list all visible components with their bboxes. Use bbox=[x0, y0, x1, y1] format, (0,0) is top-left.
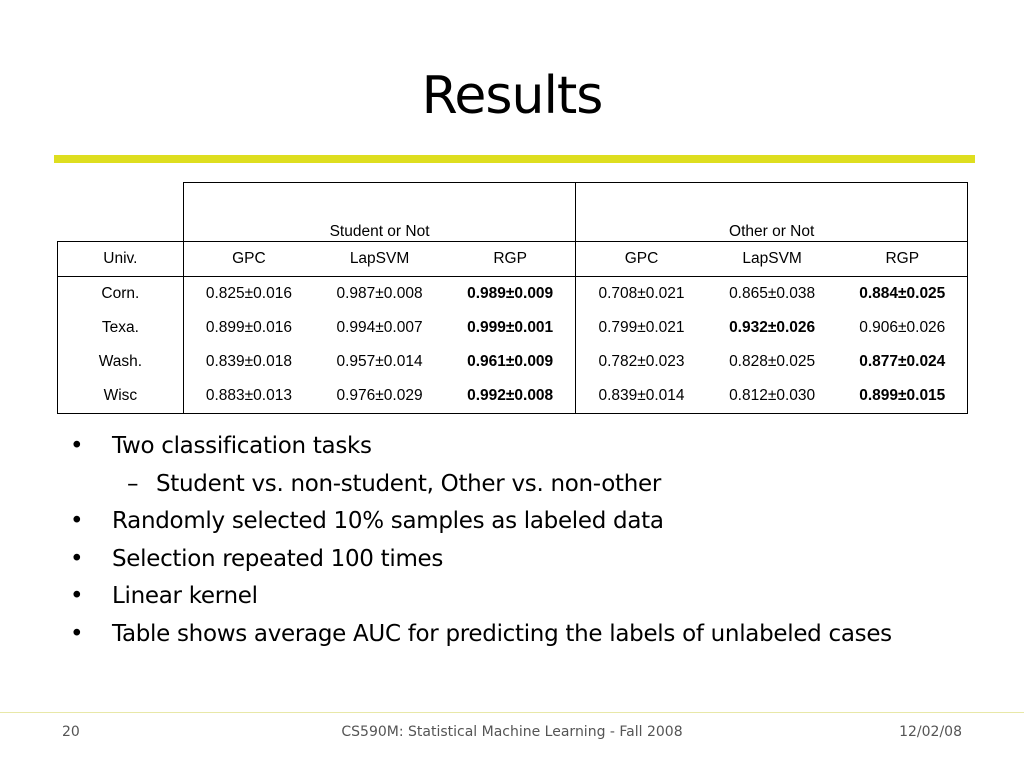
cell-value: 0.883±0.013 bbox=[183, 379, 314, 414]
cell-value: 0.987±0.008 bbox=[336, 285, 423, 302]
cell-value: 0.999±0.001 bbox=[467, 319, 554, 336]
bullet-text: Selection repeated 100 times bbox=[112, 545, 444, 572]
table-row bbox=[58, 311, 968, 345]
cell-value: 0.899±0.015 bbox=[838, 379, 968, 414]
cell-value: 0.957±0.014 bbox=[336, 353, 423, 370]
cell-value: 0.989±0.009 bbox=[467, 285, 554, 302]
footer-divider bbox=[0, 712, 1024, 713]
cell-value: 0.932±0.026 bbox=[729, 319, 816, 336]
cell-univ: Wisc bbox=[58, 379, 184, 414]
column-header-gpc-other: GPC bbox=[576, 242, 707, 277]
slide-title: Results bbox=[421, 66, 603, 126]
table-row bbox=[58, 277, 968, 312]
title-underline bbox=[54, 155, 975, 163]
cell-value: 0.961±0.009 bbox=[467, 353, 554, 370]
cell-value: 0.708±0.021 bbox=[576, 277, 707, 312]
page-number: 20 bbox=[62, 724, 80, 740]
column-header-lapsvm-other: LapSVM bbox=[707, 242, 838, 277]
bullet-list bbox=[70, 428, 1010, 653]
column-header-rgp-student: RGP bbox=[445, 242, 576, 277]
table-header-row bbox=[58, 242, 968, 277]
bullet-marker: • bbox=[70, 545, 84, 572]
cell-value: 0.839±0.018 bbox=[183, 345, 314, 379]
cell-value: 0.899±0.016 bbox=[183, 311, 314, 345]
bullet-marker: • bbox=[70, 620, 84, 647]
bullet-text: Linear kernel bbox=[112, 583, 258, 609]
footer-course: CS590M: Statistical Machine Learning - Fall 2008 bbox=[341, 724, 683, 740]
cell-value: 0.994±0.007 bbox=[336, 319, 423, 336]
cell-univ: Wash. bbox=[58, 345, 184, 379]
bullet-text: Two classification tasks bbox=[112, 433, 372, 459]
group-header-student: Student or Not bbox=[183, 183, 576, 242]
bullet-item bbox=[70, 503, 1010, 541]
bullet-item bbox=[70, 541, 1010, 579]
bullet-item bbox=[70, 428, 1010, 466]
results-table bbox=[57, 182, 968, 414]
cell-value: 0.799±0.021 bbox=[576, 311, 707, 345]
cell-value: 0.865±0.038 bbox=[729, 285, 816, 302]
cell-value: 0.906±0.026 bbox=[838, 311, 968, 345]
cell-value: 0.992±0.008 bbox=[445, 379, 576, 414]
bullet-text: Student vs. non-student, Other vs. non-other bbox=[156, 470, 661, 497]
cell-univ: Texa. bbox=[58, 311, 184, 345]
dash-marker: – bbox=[127, 470, 139, 497]
sub-bullet-item bbox=[70, 466, 1010, 504]
cell-value: 0.877±0.024 bbox=[838, 345, 968, 379]
bullet-text: Randomly selected 10% samples as labeled data bbox=[112, 508, 664, 534]
table-corner-cell bbox=[58, 183, 184, 242]
column-header-univ: Univ. bbox=[58, 242, 184, 277]
bullet-text: Table shows average AUC for predicting the labels of unlabeled cases bbox=[112, 620, 892, 647]
cell-value: 0.782±0.023 bbox=[576, 345, 707, 379]
column-header-lapsvm-student: LapSVM bbox=[314, 242, 445, 277]
table-row bbox=[58, 379, 968, 414]
table-body bbox=[58, 277, 968, 414]
cell-value: 0.839±0.014 bbox=[576, 379, 707, 414]
cell-value: 0.884±0.025 bbox=[838, 277, 968, 312]
bullet-item bbox=[70, 616, 1010, 654]
column-header-gpc-student: GPC bbox=[183, 242, 314, 277]
cell-value: 0.828±0.025 bbox=[729, 353, 816, 370]
table-group-header-row bbox=[58, 183, 968, 242]
bullet-marker: • bbox=[70, 508, 84, 534]
cell-value: 0.976±0.029 bbox=[314, 379, 445, 414]
table-row bbox=[58, 345, 968, 379]
bullet-item bbox=[70, 578, 1010, 616]
bullet-marker: • bbox=[70, 433, 84, 459]
cell-value: 0.825±0.016 bbox=[183, 277, 314, 312]
cell-univ: Corn. bbox=[58, 277, 184, 312]
bullet-marker: • bbox=[70, 583, 84, 609]
footer-date: 12/02/08 bbox=[899, 724, 962, 740]
group-header-other: Other or Not bbox=[576, 183, 968, 242]
column-header-rgp-other: RGP bbox=[838, 242, 968, 277]
cell-value: 0.812±0.030 bbox=[707, 379, 838, 414]
